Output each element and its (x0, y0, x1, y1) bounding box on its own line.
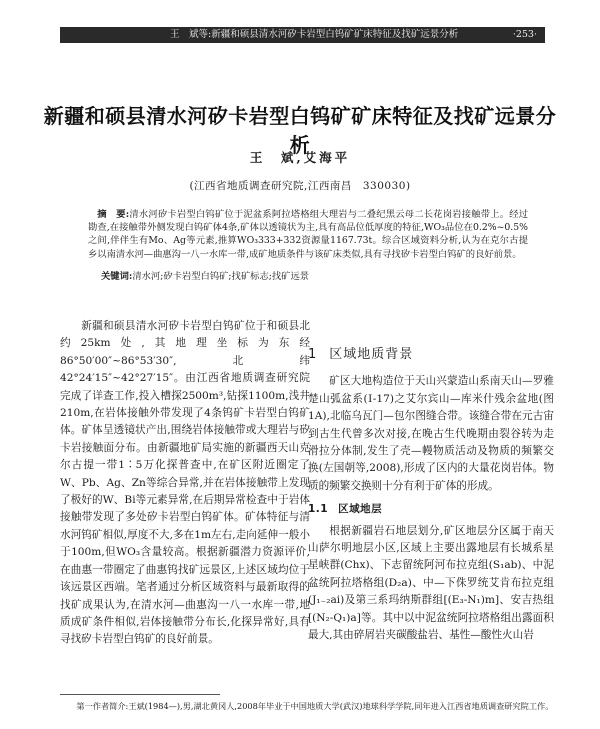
page-number: ·253· (512, 29, 537, 40)
body-column-left (60, 318, 310, 649)
article-affiliation: (江西省地质调查研究院,江西南昌 330030) (189, 180, 411, 192)
section-paragraph: 矿区大地构造位于天山兴蒙造山系南天山—罗雅楚山弧盆系(Ⅰ-17)之艾尔宾山—库米什残余盆地(图1A),北临乌瓦门—包尔图缝合带。该缝合带在元古宙到古生代曾多次对接,在晚古生代晚期由裂谷转为走滑拉分体制,发生了壳—幔物质活动及物质的频繁交换(左国朝等,2008),形成了区内的大量花岗岩体。物质的频繁交换则十分有利于矿体的形成。 (308, 375, 554, 492)
keywords-text: 清水河;矽卡岩型白钨矿;找矿标志;找矿远景 (132, 271, 310, 282)
footnote: 第一作者简介:王斌(1984—),男,湖北黄冈人,2008年毕业于中国地质大学(武汉)地球科学学院,同年进入江西省地质调查研究院工作。 (76, 701, 554, 711)
running-title: 王 斌等:新疆和硕县清水河矽卡岩型白钨矿矿床特征及找矿远景分析 (170, 29, 459, 40)
article-authors: 王 斌,艾海平 (249, 150, 351, 165)
subsection-title: 区域地层 (338, 503, 383, 516)
running-header (60, 27, 545, 43)
keywords (101, 270, 528, 283)
section-title: 区域地质背景 (329, 347, 414, 362)
subsection-number: 1.1 (308, 503, 329, 516)
section-number: 1 (308, 347, 318, 362)
keywords-label: 关键词: (101, 271, 133, 282)
article-title: 新疆和硕县清水河矽卡岩型白钨矿矿床特征及找矿远景分析 (43, 104, 557, 157)
abstract (88, 208, 528, 261)
body-column-right (308, 318, 554, 645)
subsection-paragraph: 根据新疆岩石地层划分,矿区地层分区属于南天山萨尔明地层小区,区域上主要出露地层有长城系星星峡群(Chx)、下志留统阿河布拉克组(S₁ab)、中泥盆统阿拉塔格组(D₂a)、中—下侏罗统艾肯布拉克组(J₁₋₂ai)及第三系玛纳斯群组[(E₃-N₁)m]、安吉热组[(N₂-Q₁)a]等。其中以中泥盆统阿拉塔格组出露面积最大,其由碎屑岩夹碳酸盐岩、基性—酸性火山岩 (308, 524, 554, 642)
footnote-rule (60, 694, 220, 695)
abstract-label: 摘 要: (97, 209, 130, 220)
intro-paragraph: 新疆和硕县清水河矽卡岩型白钨矿位于和硕县北约25km处,其地理坐标为东经86°50′00″~86°53′30″,北纬42°24′15″~42°27′15″。由江西省地质调查研究院完成了详查工作,投入槽探2500m³,钻探1100m,浅井210m,在岩体接触外带发现了4条钨矿卡岩型白钨矿体。矿体呈透镜状产出,围绕岩体接触带或大理岩与矽卡岩接触面分布。由新疆地矿局实施的新疆西天山克尔古提一带1∶5万化探普查中,在矿区附近圈定了W、Pb、Ag、Zn等综合异常,并在岩体接触带上发现了极好的W、Bi等元素异常,在后期异常检查中于岩体接触带发现了多处矽卡岩型白钨矿体。矿体特征与清水河钨矿相似,厚度不大,多在1m左右,走向延伸一般小于100m,但WO₃含量较高。根据新疆潜力资源评价,在曲惠一带圈定了曲惠钨找矿远景区,上述区域均位于该远景区西端。笔者通过分析区域资料与最新取得的找矿成果认为,在清水河—曲惠沟一八一水库一带,地质成矿条件相似,岩体接触带分布长,化探异常好,具有寻找矽卡岩型白钨矿的良好前景。 (60, 320, 310, 646)
abstract-text: 清水河矽卡岩型白钨矿位于泥盆系阿拉塔格组大理岩与二叠纪黑云母二长花岗岩接触带上。经过勘查,在接触带外侧发现白钨矿体4条,矿体以透镜状为主,具有高品位低厚度的特征,WO₃品位在0.2%~0.5%之间,伴伴生有Mo、Ag等元素,推算WO₃333+332资源量1167.73t。综合区域资料分析,认为在克尔古提乡以南清水河—曲惠沟一八一水库一带,成矿地质条件与该矿床类似,具有寻找矽卡岩型白钨矿的良好前景。 (88, 209, 528, 260)
subsection-heading (308, 501, 554, 518)
section-heading (308, 346, 554, 363)
